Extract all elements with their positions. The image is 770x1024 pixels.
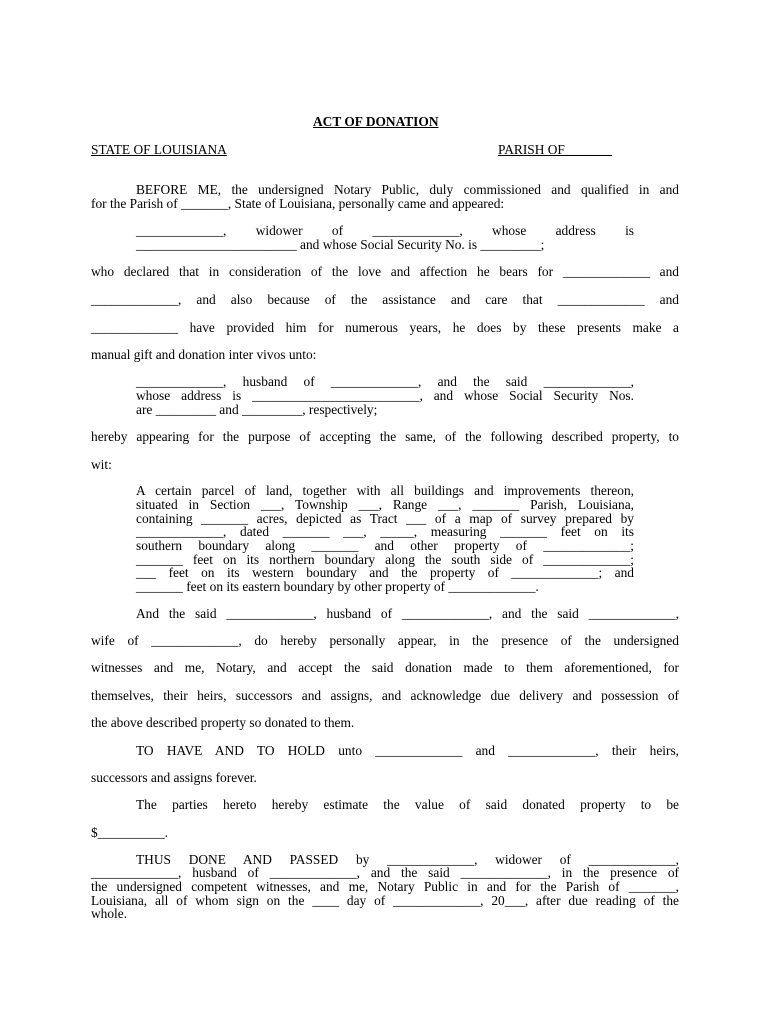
declaration-line: who declared that in consideration of the love and affection he bears for _____________ and bbox=[91, 264, 679, 279]
declaration-line: manual gift and donation inter vivos unto: bbox=[91, 347, 317, 362]
habendum-line: successors and assigns forever. bbox=[91, 770, 257, 785]
donee-line: whose address is _________________________, and whose Social Security Nos. bbox=[136, 388, 634, 403]
parish-heading: PARISH OF_______ bbox=[498, 142, 612, 157]
execution-line: THUS DONE AND PASSED by _____________, widower of _____________, bbox=[136, 852, 679, 867]
donee-line: are _________ and _________, respectively; bbox=[136, 402, 378, 417]
execution-line: _____________, husband of _____________, and the said _____________, in the presence of bbox=[91, 865, 679, 880]
intro-line: for the Parish of _______, State of Louisiana, personally came and appeared: bbox=[91, 196, 505, 211]
property-line: _____________, dated _______ ___, _____, measuring _______ feet on its bbox=[136, 524, 634, 539]
state-heading: STATE OF LOUISIANA bbox=[91, 142, 227, 157]
property-line: _______ feet on its eastern boundary by other property of _____________. bbox=[136, 579, 539, 594]
donee-line: _____________, husband of _____________, and the said _____________, bbox=[136, 374, 634, 389]
document-title: ACT OF DONATION bbox=[313, 114, 439, 129]
value-line: $__________. bbox=[91, 825, 168, 840]
property-line: situated in Section ___, Township ___, Range ___, _______ Parish, Louisiana, bbox=[136, 497, 634, 512]
property-line: containing _______ acres, depicted as Tract ___ of a map of survey prepared by bbox=[136, 511, 634, 526]
intro-line: BEFORE ME, the undersigned Notary Public, duly commissioned and qualified in and bbox=[136, 182, 679, 197]
declaration-line: _____________ have provided him for numerous years, he does by these presents make a bbox=[91, 320, 679, 335]
value-line: The parties hereto hereby estimate the value of said donated property to be bbox=[136, 797, 679, 812]
appearance-line: the above described property so donated to them. bbox=[91, 715, 355, 730]
donor-line: _____________, widower of _____________, whose address is bbox=[136, 223, 634, 238]
appearance-line: And the said _____________, husband of _____________, and the said _____________, bbox=[136, 606, 679, 621]
execution-line: the undersigned competent witnesses, and me, Notary Public in and for the Parish of _______, bbox=[91, 879, 679, 894]
acceptance-line: wit: bbox=[91, 457, 112, 472]
donor-line: ________________________ and whose Social Security No. is _________; bbox=[136, 237, 545, 252]
property-line: _______ feet on its northern boundary along the south side of _____________; bbox=[136, 552, 634, 567]
execution-line: Louisiana, all of whom sign on the ____ day of _____________, 20___, after due reading of the bbox=[91, 893, 679, 908]
appearance-line: themselves, their heirs, successors and assigns, and acknowledge due delivery and possession of bbox=[91, 688, 679, 703]
property-line: A certain parcel of land, together with all buildings and improvements thereon, bbox=[136, 483, 634, 498]
execution-line: whole. bbox=[91, 906, 128, 921]
habendum-line: TO HAVE AND TO HOLD unto _____________ and _____________, their heirs, bbox=[136, 743, 679, 758]
appearance-line: wife of _____________, do hereby personally appear, in the presence of the undersigned bbox=[91, 633, 679, 648]
property-line: southern boundary along _______ and other property of _____________; bbox=[136, 538, 634, 553]
declaration-line: _____________, and also because of the assistance and care that _____________ and bbox=[91, 292, 679, 307]
acceptance-line: hereby appearing for the purpose of accepting the same, of the following described property, to bbox=[91, 429, 679, 444]
property-line: ___ feet on its western boundary and the property of _____________; and bbox=[136, 565, 634, 580]
appearance-line: witnesses and me, Notary, and accept the said donation made to them aforementioned, for bbox=[91, 660, 679, 675]
